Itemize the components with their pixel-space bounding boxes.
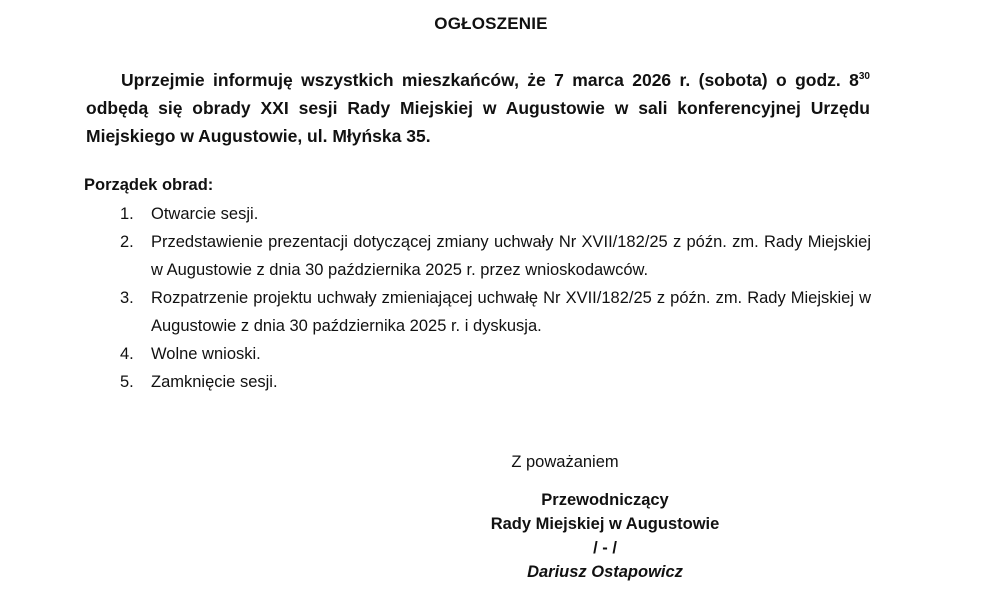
time-superscript: 30 (858, 71, 870, 82)
agenda-item-number: 2. (120, 233, 134, 251)
signature-block (420, 450, 790, 584)
agenda-item-text: Rozpatrzenie projektu uchwały zmieniającej uchwałę Nr XVII/182/25 z późn. zm. Rady Miejskiej w Augustowie z dnia 30 października 2025 r. i dyskusja. (151, 289, 871, 335)
closing-regards: Z poważaniem (511, 453, 619, 471)
intro-text-part1: Uprzejmie informuję wszystkich mieszkańców, że 7 marca 2026 r. (sobota) o godz. 8 (121, 70, 859, 90)
agenda-item-number: 4. (120, 345, 134, 363)
agenda-item-text: Przedstawienie prezentacji dotyczącej zmiany uchwały Nr XVII/182/25 z późn. zm. Rady Miejskiej w Augustowie z dnia 30 października 2025 r. przez wnioskodawców. (151, 233, 871, 279)
agenda-item (84, 340, 871, 368)
agenda-item-number: 3. (120, 289, 134, 307)
agenda-heading: Porządek obrad: (84, 176, 214, 194)
signer-position-line2: Rady Miejskiej w Augustowie (490, 515, 720, 533)
agenda-item-text: Zamknięcie sesji. (151, 373, 278, 391)
agenda-item (84, 228, 871, 284)
agenda-item-text: Wolne wnioski. (151, 345, 261, 363)
intro-text-part2: odbędą się obrady XXI sesji Rady Miejskiej w Augustowie w sali konferencyjnej Urzędu Miejskiego w Augustowie, ul. Młyńska 35. (86, 98, 870, 146)
agenda-item-number: 5. (120, 373, 134, 391)
agenda-list (84, 200, 871, 396)
agenda-item-number: 1. (120, 205, 134, 223)
signer-name: Dariusz Ostapowicz (527, 563, 683, 581)
intro-paragraph (86, 66, 870, 150)
agenda-item (84, 368, 871, 396)
signer-position-line1: Przewodniczący (541, 491, 669, 509)
agenda-item (84, 200, 871, 228)
agenda-item-text: Otwarcie sesji. (151, 205, 259, 223)
signed-mark: / - / (593, 539, 617, 557)
agenda-item (84, 284, 871, 340)
document-title: OGŁOSZENIE (434, 14, 548, 33)
